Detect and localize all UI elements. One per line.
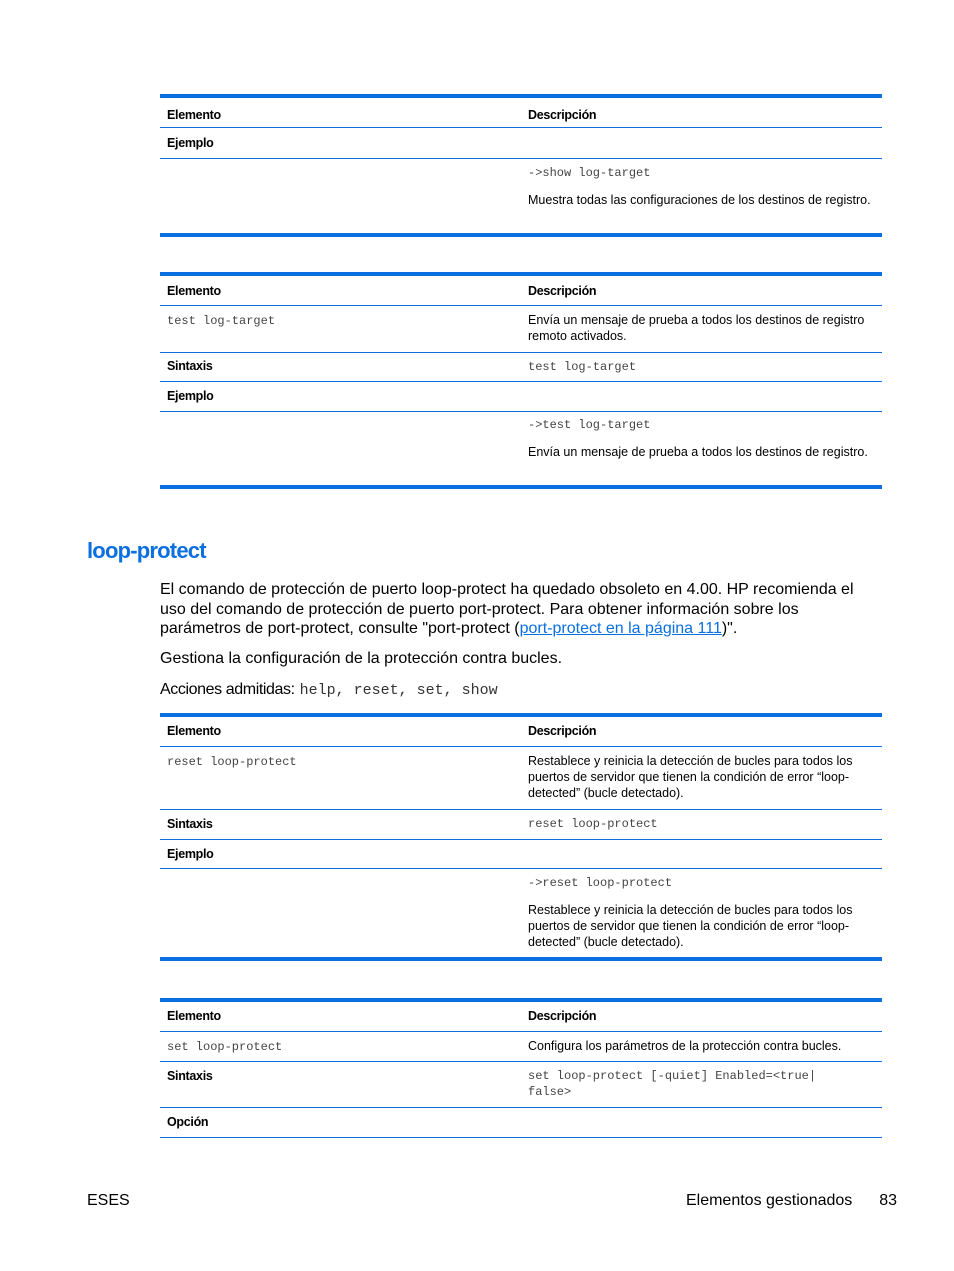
- command-name: reset loop-protect: [167, 755, 297, 769]
- header-descripcion: Descripción: [528, 108, 597, 122]
- command-description: Envía un mensaje de prueba a todos los destinos de registro remoto activados.: [528, 313, 865, 343]
- sintaxis-label: Sintaxis: [167, 817, 213, 831]
- footer-locale: ESES: [87, 1192, 130, 1209]
- table-row-sintaxis: [160, 353, 882, 382]
- example-command: ->test log-target: [528, 418, 651, 432]
- header-descripcion: Descripción: [528, 724, 597, 738]
- example-description: Restablece y reinicia la detección de bucles para todos los puertos de servidor que tienen la condición de error “loop-detected” (bucle detectado).: [528, 903, 853, 949]
- example-description: Envía un mensaje de prueba a todos los destinos de registro.: [528, 445, 868, 459]
- actions-label: Acciones admitidas: [160, 681, 291, 698]
- command-description: Restablece y reinicia la detección de bucles para todos los puertos de servidor que tienen la condición de error “loop-detected” (bucle detectado).: [528, 754, 853, 800]
- table-header-row: [160, 98, 882, 128]
- example-command: ->reset loop-protect: [528, 876, 673, 890]
- header-elemento: Elemento: [167, 1009, 221, 1023]
- port-protect-link[interactable]: port-protect en la página 111: [519, 620, 722, 637]
- command-name: test log-target: [167, 314, 276, 328]
- command-name: set loop-protect: [167, 1040, 283, 1054]
- header-descripcion: Descripción: [528, 1009, 597, 1023]
- table-show-log-target: [160, 94, 882, 237]
- sintaxis-value: test log-target: [528, 360, 637, 374]
- table-row-ejemplo: [160, 128, 882, 159]
- section-title: loop-protect: [87, 538, 206, 563]
- footer-page-number: 83: [879, 1192, 897, 1209]
- table-header-row: [160, 1002, 882, 1032]
- table-bottom-rule: [160, 233, 882, 237]
- table-row-command: [160, 747, 882, 810]
- table-bottom-rule: [160, 957, 882, 961]
- footer-page-info: [686, 1192, 897, 1210]
- table-test-log-target: [160, 272, 882, 489]
- sintaxis-value: reset loop-protect: [528, 817, 658, 831]
- section-intro-paragraph: [160, 580, 880, 639]
- sintaxis-label: Sintaxis: [167, 359, 213, 373]
- table-row-ejemplo: [160, 840, 882, 869]
- table-set-loop-protect: [160, 998, 882, 1138]
- command-description: Configura los parámetros de la protección contra bucles.: [528, 1039, 842, 1053]
- footer-section-name: Elementos gestionados: [685, 1192, 853, 1209]
- table-row-sintaxis: [160, 1062, 882, 1108]
- table-row-example: [160, 869, 882, 957]
- sintaxis-label: Sintaxis: [167, 1069, 213, 1083]
- ejemplo-label: Ejemplo: [167, 389, 214, 403]
- sintaxis-value-line1: set loop-protect [-quiet] Enabled=<true|: [528, 1069, 817, 1083]
- sintaxis-value-line2: false>: [528, 1085, 572, 1099]
- supported-actions: [160, 680, 880, 701]
- table-row-sintaxis: [160, 810, 882, 840]
- ejemplo-label: Ejemplo: [167, 136, 214, 150]
- actions-colon: :: [290, 681, 296, 698]
- table-row-opcion: [160, 1108, 882, 1138]
- intro-text-after-link: )".: [721, 620, 738, 637]
- table-row-command: [160, 1032, 882, 1062]
- header-elemento: Elemento: [167, 724, 221, 738]
- header-descripcion: Descripción: [528, 284, 597, 298]
- intro-text-before-link: El comando de protección de puerto loop-protect ha quedado obsoleto en 4.00. HP recomienda el uso del comando de protección de puerto port-protect. Para obtener información sobre los parámetros de port-protect, consulte "port-protect (: [160, 581, 854, 637]
- actions-values: help, reset, set, show: [299, 682, 498, 699]
- opcion-label: Opción: [167, 1115, 209, 1129]
- example-description: Muestra todas las configuraciones de los destinos de registro.: [528, 193, 871, 207]
- table-reset-loop-protect: [160, 713, 882, 961]
- table-row-ejemplo: [160, 382, 882, 412]
- table-header-row: [160, 276, 882, 306]
- section-description: Gestiona la configuración de la protección contra bucles.: [160, 650, 563, 667]
- table-row-example: [160, 412, 882, 485]
- header-elemento: Elemento: [167, 284, 221, 298]
- table-header-row: [160, 717, 882, 747]
- table-row-example: [160, 159, 882, 233]
- example-command: ->show log-target: [528, 166, 651, 180]
- header-elemento: Elemento: [167, 108, 221, 122]
- table-row-command: [160, 306, 882, 353]
- table-bottom-rule: [160, 485, 882, 489]
- ejemplo-label: Ejemplo: [167, 847, 214, 861]
